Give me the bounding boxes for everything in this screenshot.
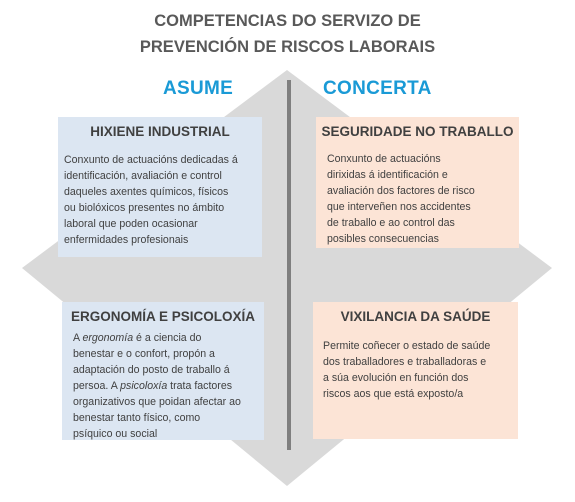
box-text-vixilancia bbox=[323, 338, 490, 402]
box-title-vixilancia: VIXILANCIA DA SAÚDE bbox=[340, 309, 491, 324]
text-line: que interveñen nos accidentes bbox=[327, 201, 471, 213]
text-line: Permite coñecer o estado de saúde bbox=[323, 340, 491, 352]
text-line: enfermidades profesionais bbox=[64, 234, 189, 246]
text-line: a súa evolución en función dos bbox=[323, 372, 469, 384]
column-heading-asume: ASUME bbox=[163, 78, 234, 99]
box-seguridade-no-traballo bbox=[316, 117, 519, 248]
text-line: adaptación do posto de traballo á bbox=[73, 364, 230, 376]
text-line: Conxunto de actuacións bbox=[327, 153, 441, 165]
box-text-seguridade bbox=[327, 151, 475, 247]
text-fragment: trata factores bbox=[167, 380, 233, 392]
box-ergonomia-psicoloxia bbox=[62, 302, 264, 440]
text-line bbox=[73, 330, 241, 346]
box-text-ergonomia bbox=[73, 330, 241, 442]
title-line-1: COMPETENCIAS DO SERVIZO DE bbox=[154, 12, 421, 30]
text-line: de traballo e ao control das bbox=[327, 217, 455, 229]
term-ergonomia: ergonomía bbox=[82, 332, 134, 344]
text-line: benestar e o confort, propón a bbox=[73, 348, 215, 360]
text-line: dirixidas á identificación e bbox=[327, 169, 448, 181]
term-psicoloxia: psicoloxía bbox=[120, 380, 168, 392]
title-line-2: PREVENCIÓN DE RISCOS LABORAIS bbox=[139, 38, 436, 56]
text-fragment: é a ciencia do bbox=[133, 332, 202, 344]
box-vixilancia-da-saude bbox=[313, 302, 518, 439]
text-line: dos traballadores e traballadoras e bbox=[323, 356, 487, 368]
text-fragment: persoa. A bbox=[73, 380, 121, 392]
text-line: riscos aos que está exposto/a bbox=[323, 388, 464, 400]
box-hixiene-industrial bbox=[58, 117, 262, 257]
text-line: psíquico ou social bbox=[73, 428, 158, 440]
box-title-ergonomia: ERGONOMÍA E PSICOLOXÍA bbox=[70, 309, 256, 324]
text-line: avaliación dos factores de risco bbox=[327, 185, 475, 197]
box-text-hixiene bbox=[64, 152, 238, 248]
center-divider bbox=[287, 80, 291, 450]
column-heading-concerta: CONCERTA bbox=[323, 78, 432, 99]
text-line: posibles consecuencias bbox=[327, 233, 439, 245]
text-line: identificación, avaliación e control bbox=[64, 170, 222, 182]
text-line: laboral que poden ocasionar bbox=[64, 218, 198, 230]
text-line: ou biolóxicos presentes no ámbito bbox=[64, 202, 225, 214]
text-line: Conxunto de actuacións dedicadas á bbox=[64, 154, 238, 166]
text-line: benestar tanto físico, como bbox=[73, 412, 201, 424]
text-fragment: A bbox=[73, 332, 83, 344]
text-line: daqueles axentes químicos, físicos bbox=[64, 186, 229, 198]
box-title-hixiene: HIXIENE INDUSTRIAL bbox=[90, 124, 230, 139]
text-line bbox=[73, 378, 241, 394]
text-line: organizativos que poidan afectar ao bbox=[73, 396, 241, 408]
box-title-seguridade: SEGURIDADE NO TRABALLO bbox=[321, 124, 514, 139]
page-title bbox=[0, 8, 575, 60]
